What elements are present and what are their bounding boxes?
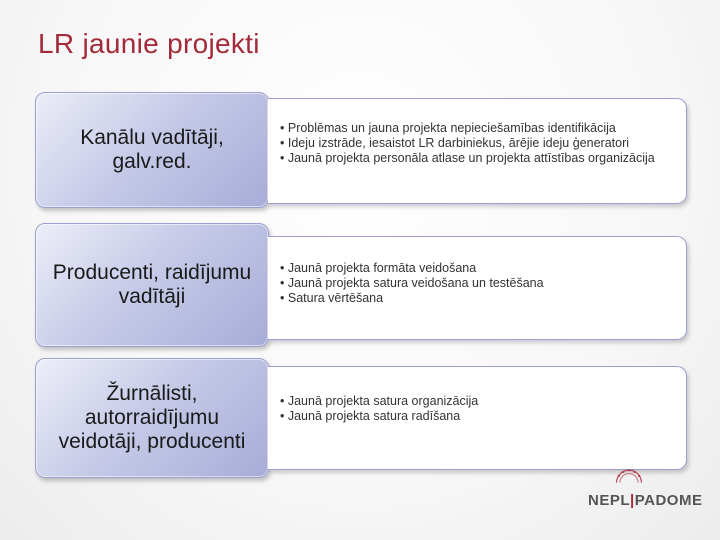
tasks-box-2 [268,236,687,340]
logo-part2: PADOME [634,492,703,509]
task-item: • Satura vērtēšana [280,291,676,306]
role-label-3: Žurnālisti, autorraidījumu veidotāji, producenti [58,382,246,453]
role-box-3 [35,358,269,478]
task-item: • Jaunā projekta personāla atlase un projekta attīstības organizācija [280,151,676,166]
task-item: • Jaunā projekta satura veidošana un testēšana [280,276,676,291]
task-item: • Jaunā projekta satura radīšana [280,409,676,424]
role-box-1 [35,92,269,208]
task-item: • Ideju izstrāde, iesaistot LR darbiniekus, ārējie ideju ģeneratori [280,136,676,151]
tasks-box-3 [268,366,687,470]
logo-part1: NEPL [588,492,631,509]
task-item: • Problēmas un jauna projekta nepieciešamības identifikācija [280,121,676,136]
task-item: • Jaunā projekta satura organizācija [280,394,676,409]
page-title: LR jaunie projekti [38,28,260,59]
role-box-2 [35,223,269,347]
role-label-2: Producenti, raidījumu vadītāji [52,261,252,308]
logo-separator: | [630,492,635,509]
logo-icon [612,462,672,492]
role-label-1: Kanālu vadītāji, galv.red. [80,126,224,173]
task-item: • Jaunā projekta formāta veidošana [280,261,676,276]
logo-wordmark [588,492,702,509]
tasks-box-1 [268,98,687,204]
